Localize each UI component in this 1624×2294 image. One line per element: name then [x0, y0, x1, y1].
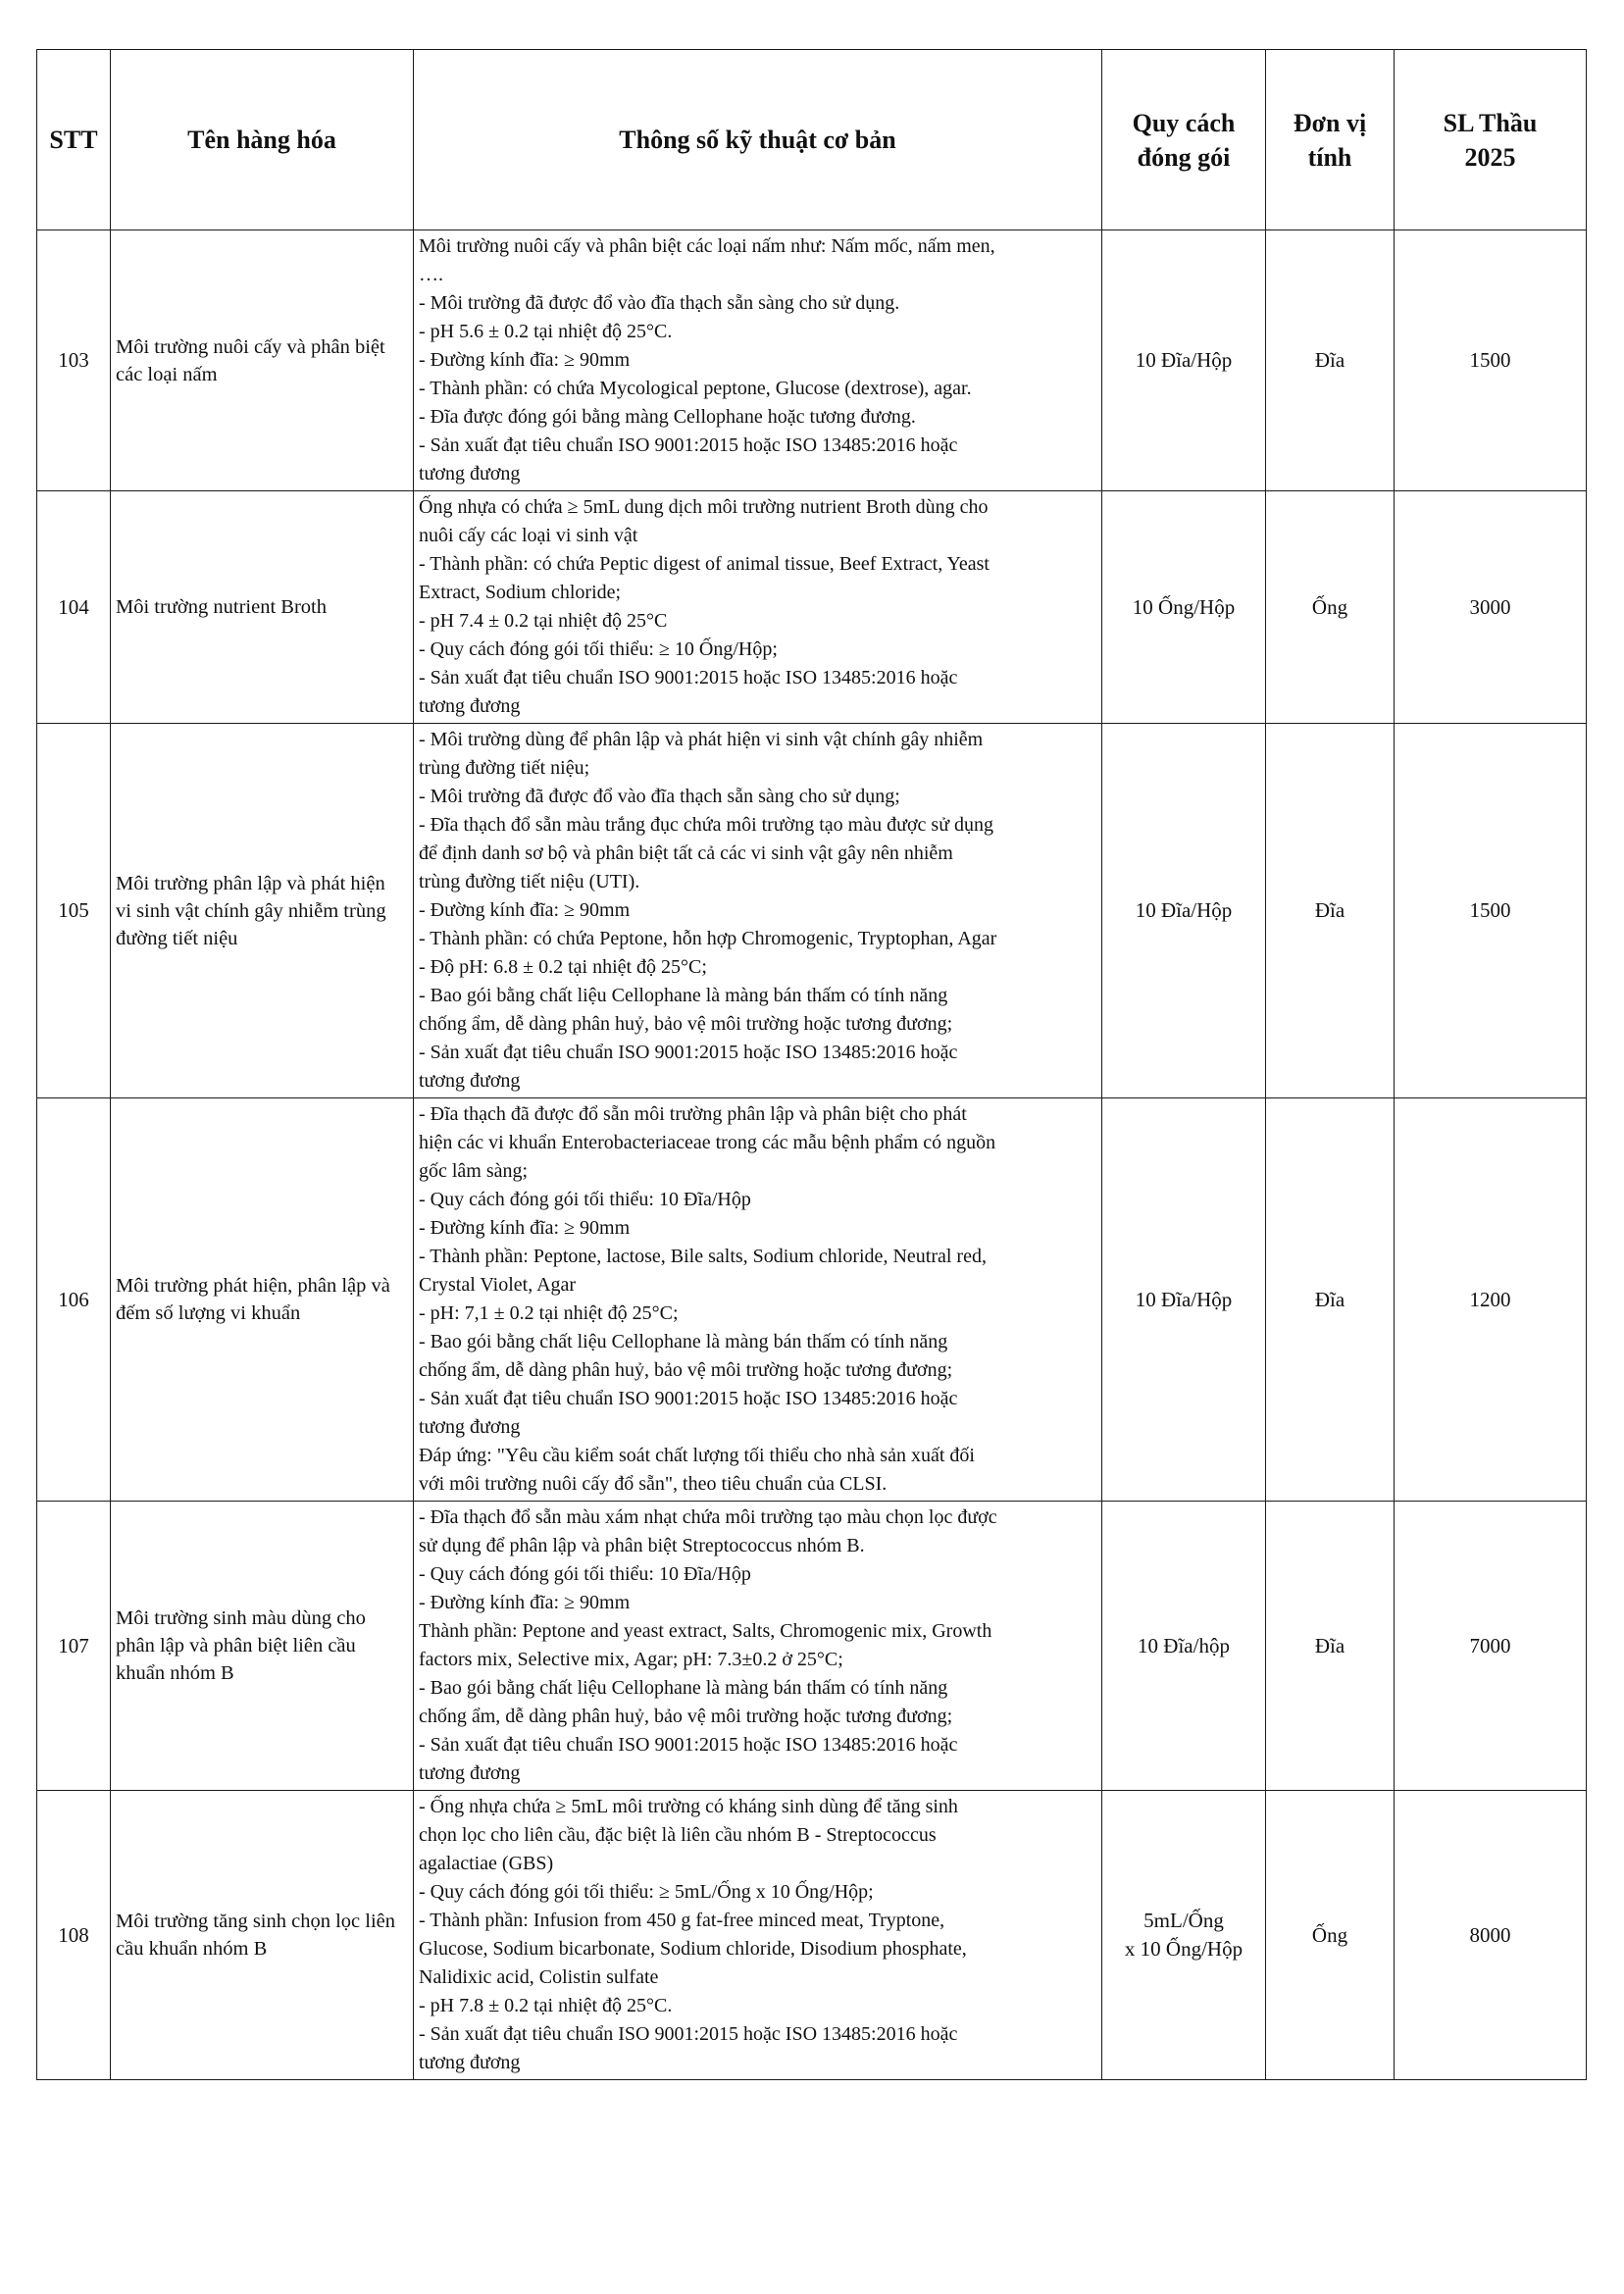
row-unit: Ống: [1266, 491, 1395, 724]
row-unit: Ống: [1266, 1791, 1395, 2080]
spec-line: - Đường kính đĩa: ≥ 90mm: [419, 1217, 631, 1239]
spec-line: - pH 5.6 ± 0.2 tại nhiệt độ 25°C.: [419, 321, 673, 342]
row-quantity: 3000: [1395, 491, 1587, 724]
header-pack: [1102, 50, 1266, 230]
spec-line: Môi trường nuôi cấy và phân biệt các loại nấm như: Nấm mốc, nấm men,: [419, 235, 995, 257]
packaging-line: 10 Đĩa/Hộp: [1135, 898, 1233, 922]
spec-line: tương đương: [419, 2052, 521, 2073]
row-product-name: Môi trường phát hiện, phân lập và đếm số lượng vi khuẩn: [111, 1098, 414, 1502]
table-row: [37, 1502, 1587, 1791]
spec-line: - Sản xuất đạt tiêu chuẩn ISO 9001:2015 hoặc ISO 13485:2016 hoặc: [419, 434, 958, 456]
spec-line: - Sản xuất đạt tiêu chuẩn ISO 9001:2015 hoặc ISO 13485:2016 hoặc: [419, 2023, 958, 2045]
row-product-name: Môi trường nuôi cấy và phân biệt các loại nấm: [111, 230, 414, 491]
packaging-line: 10 Đĩa/Hộp: [1135, 348, 1233, 372]
spec-line: tương đương: [419, 463, 521, 484]
row-quantity: 1200: [1395, 1098, 1587, 1502]
row-unit: Đĩa: [1266, 724, 1395, 1098]
spec-line: chọn lọc cho liên cầu, đặc biệt là liên cầu nhóm B - Streptococcus: [419, 1824, 937, 1846]
spec-line: - Môi trường đã được đổ vào đĩa thạch sẵn sàng cho sử dụng.: [419, 292, 900, 314]
document-page: [36, 49, 1586, 2080]
spec-line: - Thành phần: có chứa Peptic digest of animal tissue, Beef Extract, Yeast: [419, 553, 990, 575]
header-unit: [1266, 50, 1395, 230]
row-packaging: [1102, 230, 1266, 491]
row-quantity: 1500: [1395, 724, 1587, 1098]
spec-line: - Ống nhựa chứa ≥ 5mL môi trường có kháng sinh dùng để tăng sinh: [419, 1796, 958, 1817]
spec-line: Nalidixic acid, Colistin sulfate: [419, 1966, 659, 1988]
header-spec: Thông số kỹ thuật cơ bản: [414, 50, 1102, 230]
spec-line: - Sản xuất đạt tiêu chuẩn ISO 9001:2015 hoặc ISO 13485:2016 hoặc: [419, 1734, 958, 1756]
table-body: [37, 230, 1587, 2080]
header-qty: [1395, 50, 1587, 230]
row-stt: 108: [37, 1791, 111, 2080]
spec-line: nuôi cấy các loại vi sinh vật: [419, 525, 638, 546]
packaging-line: 10 Đĩa/Hộp: [1135, 1287, 1233, 1311]
spec-line: tương đương: [419, 1070, 521, 1092]
row-product-name: Môi trường phân lập và phát hiện vi sinh vật chính gây nhiễm trùng đường tiết niệu: [111, 724, 414, 1098]
spec-line: factors mix, Selective mix, Agar; pH: 7.3±0.2 ở 25°C;: [419, 1649, 843, 1670]
spec-line: chống ẩm, dễ dàng phân huỷ, bảo vệ môi trường hoặc tương đương;: [419, 1706, 953, 1727]
spec-line: sử dụng để phân lập và phân biệt Streptococcus nhóm B.: [419, 1535, 865, 1556]
table-row: [37, 724, 1587, 1098]
row-packaging: [1102, 1098, 1266, 1502]
packaging-line: 10 Ống/Hộp: [1132, 594, 1236, 619]
spec-line: ….: [419, 264, 443, 285]
spec-line: - Sản xuất đạt tiêu chuẩn ISO 9001:2015 hoặc ISO 13485:2016 hoặc: [419, 667, 958, 688]
table-row: [37, 1098, 1587, 1502]
row-stt: 106: [37, 1098, 111, 1502]
row-spec-text: [414, 491, 1102, 724]
header-pack-line: đóng gói: [1137, 142, 1231, 172]
spec-line: để định danh sơ bộ và phân biệt tất cả các vi sinh vật gây nên nhiễm: [419, 842, 953, 864]
header-unit-line: Đơn vị: [1293, 108, 1367, 137]
spec-line: - Quy cách đóng gói tối thiểu: 10 Đĩa/Hộp: [419, 1563, 751, 1585]
spec-line: - Đường kính đĩa: ≥ 90mm: [419, 1592, 631, 1613]
spec-line: Glucose, Sodium bicarbonate, Sodium chloride, Disodium phosphate,: [419, 1938, 967, 1960]
spec-line: - Đĩa được đóng gói bằng màng Cellophane hoặc tương đương.: [419, 406, 916, 428]
spec-line: - pH 7.4 ± 0.2 tại nhiệt độ 25°C: [419, 610, 668, 632]
header-qty-line: SL Thầu: [1443, 108, 1538, 137]
spec-line: - pH 7.8 ± 0.2 tại nhiệt độ 25°C.: [419, 1995, 673, 2016]
product-spec-table: [36, 49, 1587, 2080]
spec-line: với môi trường nuôi cấy đổ sẵn", theo tiêu chuẩn của CLSI.: [419, 1473, 888, 1495]
table-row: [37, 1791, 1587, 2080]
row-packaging: [1102, 491, 1266, 724]
row-spec-text: [414, 1791, 1102, 2080]
spec-line: Đáp ứng: "Yêu cầu kiểm soát chất lượng tối thiểu cho nhà sản xuất đối: [419, 1445, 975, 1466]
spec-line: - Đĩa thạch đổ sẵn màu xám nhạt chứa môi trường tạo màu chọn lọc được: [419, 1506, 997, 1528]
spec-line: - Sản xuất đạt tiêu chuẩn ISO 9001:2015 hoặc ISO 13485:2016 hoặc: [419, 1042, 958, 1063]
header-row: [37, 50, 1587, 230]
spec-line: - Đĩa thạch đổ sẵn màu trắng đục chứa môi trường tạo màu được sử dụng: [419, 814, 994, 836]
spec-line: Thành phần: Peptone and yeast extract, Salts, Chromogenic mix, Growth: [419, 1620, 992, 1642]
header-qty-line: 2025: [1464, 142, 1516, 172]
spec-line: chống ẩm, dễ dàng phân huỷ, bảo vệ môi trường hoặc tương đương;: [419, 1013, 953, 1035]
header-stt: STT: [37, 50, 111, 230]
row-stt: 105: [37, 724, 111, 1098]
spec-line: - Thành phần: có chứa Peptone, hỗn hợp Chromogenic, Tryptophan, Agar: [419, 928, 997, 949]
row-stt: 103: [37, 230, 111, 491]
row-quantity: 1500: [1395, 230, 1587, 491]
spec-line: - Đĩa thạch đã được đổ sẵn môi trường phân lập và phân biệt cho phát: [419, 1103, 967, 1125]
row-spec-text: [414, 1502, 1102, 1791]
spec-line: gốc lâm sàng;: [419, 1160, 529, 1182]
spec-line: trùng đường tiết niệu (UTI).: [419, 871, 640, 892]
spec-line: - Đường kính đĩa: ≥ 90mm: [419, 349, 631, 371]
row-spec-text: [414, 724, 1102, 1098]
spec-line: - Bao gói bằng chất liệu Cellophane là màng bán thấm có tính năng: [419, 1677, 948, 1699]
packaging-line: 10 Đĩa/hộp: [1138, 1633, 1230, 1657]
spec-line: hiện các vi khuẩn Enterobacteriaceae trong các mẫu bệnh phẩm có nguồn: [419, 1132, 996, 1153]
header-pack-line: Quy cách: [1132, 108, 1236, 137]
spec-line: - Đường kính đĩa: ≥ 90mm: [419, 899, 631, 921]
spec-line: - Sản xuất đạt tiêu chuẩn ISO 9001:2015 hoặc ISO 13485:2016 hoặc: [419, 1388, 958, 1409]
row-stt: 107: [37, 1502, 111, 1791]
spec-line: - Quy cách đóng gói tối thiểu: 10 Đĩa/Hộp: [419, 1189, 751, 1210]
packaging-line: 5mL/Ống: [1143, 1909, 1224, 1932]
row-unit: Đĩa: [1266, 230, 1395, 491]
spec-line: - Thành phần: Peptone, lactose, Bile salts, Sodium chloride, Neutral red,: [419, 1246, 987, 1267]
row-packaging: [1102, 724, 1266, 1098]
spec-line: trùng đường tiết niệu;: [419, 757, 590, 779]
spec-line: - Thành phần: Infusion from 450 g fat-free minced meat, Tryptone,: [419, 1910, 945, 1931]
header-unit-line: tính: [1307, 142, 1352, 172]
spec-line: chống ẩm, dễ dàng phân huỷ, bảo vệ môi trường hoặc tương đương;: [419, 1359, 953, 1381]
table-row: [37, 491, 1587, 724]
spec-line: Ống nhựa có chứa ≥ 5mL dung dịch môi trường nutrient Broth dùng cho: [419, 496, 989, 518]
spec-line: Extract, Sodium chloride;: [419, 582, 622, 603]
spec-line: - Thành phần: có chứa Mycological peptone, Glucose (dextrose), agar.: [419, 378, 972, 399]
spec-line: - Độ pH: 6.8 ± 0.2 tại nhiệt độ 25°C;: [419, 956, 707, 978]
row-quantity: 8000: [1395, 1791, 1587, 2080]
row-product-name: Môi trường nutrient Broth: [111, 491, 414, 724]
spec-line: - Quy cách đóng gói tối thiểu: ≥ 10 Ống/Hộp;: [419, 638, 778, 660]
row-quantity: 7000: [1395, 1502, 1587, 1791]
row-packaging: [1102, 1502, 1266, 1791]
row-stt: 104: [37, 491, 111, 724]
table-row: [37, 230, 1587, 491]
spec-line: tương đương: [419, 1416, 521, 1438]
row-spec-text: [414, 230, 1102, 491]
spec-line: - Bao gói bằng chất liệu Cellophane là màng bán thấm có tính năng: [419, 1331, 948, 1352]
spec-line: - pH: 7,1 ± 0.2 tại nhiệt độ 25°C;: [419, 1302, 679, 1324]
spec-line: - Môi trường đã được đổ vào đĩa thạch sẵn sàng cho sử dụng;: [419, 786, 900, 807]
spec-line: Crystal Violet, Agar: [419, 1274, 577, 1296]
row-unit: Đĩa: [1266, 1098, 1395, 1502]
header-name: Tên hàng hóa: [111, 50, 414, 230]
row-unit: Đĩa: [1266, 1502, 1395, 1791]
packaging-line: x 10 Ống/Hộp: [1124, 1937, 1243, 1961]
spec-line: - Quy cách đóng gói tối thiểu: ≥ 5mL/Ống x 10 Ống/Hộp;: [419, 1881, 874, 1903]
spec-line: agalactiae (GBS): [419, 1853, 554, 1874]
row-product-name: Môi trường sinh màu dùng cho phân lập và phân biệt liên cầu khuẩn nhóm B: [111, 1502, 414, 1791]
row-packaging: [1102, 1791, 1266, 2080]
spec-line: - Môi trường dùng để phân lập và phát hiện vi sinh vật chính gây nhiễm: [419, 729, 984, 750]
spec-line: tương đương: [419, 695, 521, 717]
table-header: [37, 50, 1587, 230]
spec-line: - Bao gói bằng chất liệu Cellophane là màng bán thấm có tính năng: [419, 985, 948, 1006]
spec-line: tương đương: [419, 1762, 521, 1784]
row-product-name: Môi trường tăng sinh chọn lọc liên cầu khuẩn nhóm B: [111, 1791, 414, 2080]
row-spec-text: [414, 1098, 1102, 1502]
